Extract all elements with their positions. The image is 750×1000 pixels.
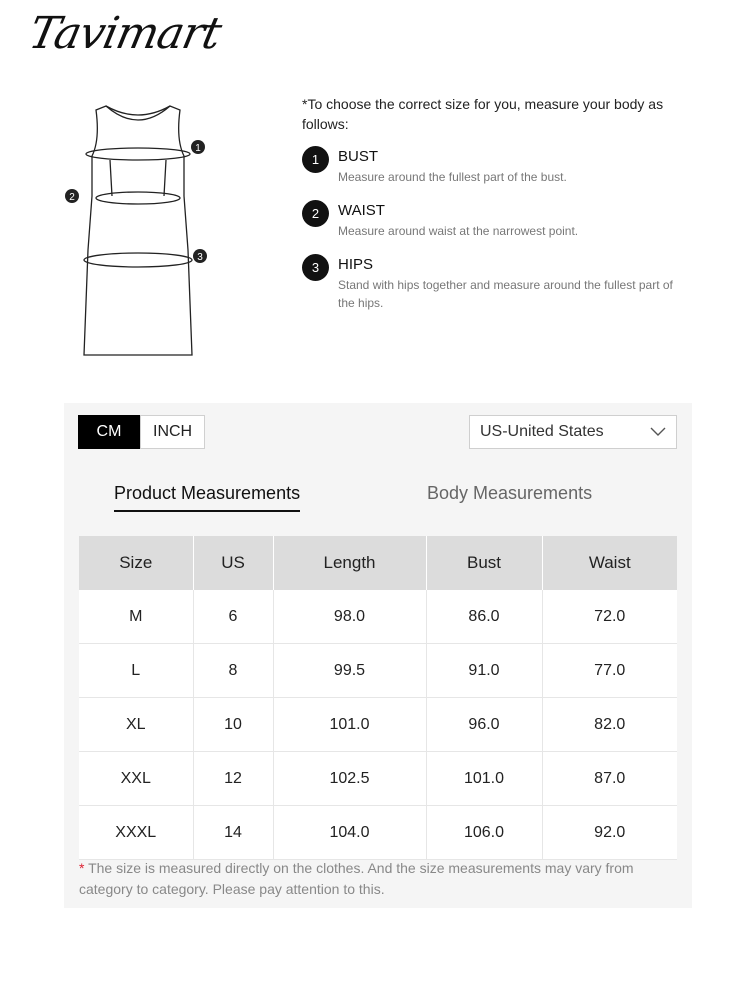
unit-toggle xyxy=(78,415,205,449)
chevron-down-icon xyxy=(650,427,666,437)
note-text: The size is measured directly on the clothes. And the size measurements may vary from category to category. Please pay attention to this. xyxy=(79,860,634,897)
cell-us: 14 xyxy=(193,806,273,860)
table-row xyxy=(79,752,677,806)
cell-waist: 72.0 xyxy=(542,590,677,644)
measure-guide xyxy=(302,94,702,326)
column-header-waist: Waist xyxy=(542,536,677,590)
cell-bust: 91.0 xyxy=(426,644,542,698)
column-header-us: US xyxy=(193,536,273,590)
dress-diagram xyxy=(58,100,218,365)
step-description: Measure around waist at the narrowest point. xyxy=(338,224,579,238)
cell-length: 99.5 xyxy=(273,644,426,698)
cell-length: 101.0 xyxy=(273,698,426,752)
unit-inch-button[interactable]: INCH xyxy=(140,415,205,449)
brand-logo: Tavimart xyxy=(24,8,226,59)
cell-waist: 82.0 xyxy=(542,698,677,752)
svg-text:1: 1 xyxy=(195,143,201,154)
step-bust xyxy=(302,146,702,186)
cell-us: 6 xyxy=(193,590,273,644)
region-select-value: US-United States xyxy=(480,423,604,440)
cell-length: 104.0 xyxy=(273,806,426,860)
size-table xyxy=(79,536,677,860)
step-title: WAIST xyxy=(338,202,385,219)
guide-intro: *To choose the correct size for you, measure your body as follows: xyxy=(302,96,664,132)
cell-size: M xyxy=(79,590,193,644)
cell-size: L xyxy=(79,644,193,698)
column-header-length: Length xyxy=(273,536,426,590)
tab-body-measurements[interactable]: Body Measurements xyxy=(427,483,593,503)
table-row xyxy=(79,590,677,644)
cell-us: 12 xyxy=(193,752,273,806)
step-number-badge: 1 xyxy=(302,146,329,173)
cell-size: XXXL xyxy=(79,806,193,860)
diagram-marker-2 xyxy=(65,189,79,203)
tab-product-measurements[interactable]: Product Measurements xyxy=(114,483,300,512)
cell-us: 8 xyxy=(193,644,273,698)
step-hips xyxy=(302,254,702,312)
cell-us: 10 xyxy=(193,698,273,752)
cell-waist: 87.0 xyxy=(542,752,677,806)
svg-text:3: 3 xyxy=(197,252,203,263)
step-waist xyxy=(302,200,702,240)
unit-cm-button[interactable]: CM xyxy=(78,415,140,449)
step-title: BUST xyxy=(338,148,379,165)
cell-bust: 101.0 xyxy=(426,752,542,806)
size-disclaimer xyxy=(79,858,679,900)
region-select[interactable] xyxy=(469,415,677,449)
column-header-bust: Bust xyxy=(426,536,542,590)
step-description: Stand with hips together and measure around the fullest part of the hips. xyxy=(338,278,673,310)
table-row xyxy=(79,806,677,860)
cell-bust: 86.0 xyxy=(426,590,542,644)
cell-size: XXL xyxy=(79,752,193,806)
note-asterisk: * xyxy=(79,860,85,876)
cell-size: XL xyxy=(79,698,193,752)
table-row xyxy=(79,644,677,698)
step-number-badge: 2 xyxy=(302,200,329,227)
cell-waist: 92.0 xyxy=(542,806,677,860)
cell-bust: 106.0 xyxy=(426,806,542,860)
cell-waist: 77.0 xyxy=(542,644,677,698)
measurement-tabs xyxy=(114,483,654,515)
cell-bust: 96.0 xyxy=(426,698,542,752)
step-title: HIPS xyxy=(338,256,374,273)
column-header-size: Size xyxy=(79,536,193,590)
step-number-badge: 3 xyxy=(302,254,329,281)
svg-text:2: 2 xyxy=(69,192,75,203)
table-header-row xyxy=(79,536,677,590)
table-row xyxy=(79,698,677,752)
cell-length: 98.0 xyxy=(273,590,426,644)
cell-length: 102.5 xyxy=(273,752,426,806)
diagram-marker-3 xyxy=(193,249,207,263)
step-description: Measure around the fullest part of the bust. xyxy=(338,170,567,184)
size-chart-panel xyxy=(64,403,692,908)
diagram-marker-1 xyxy=(191,140,205,154)
